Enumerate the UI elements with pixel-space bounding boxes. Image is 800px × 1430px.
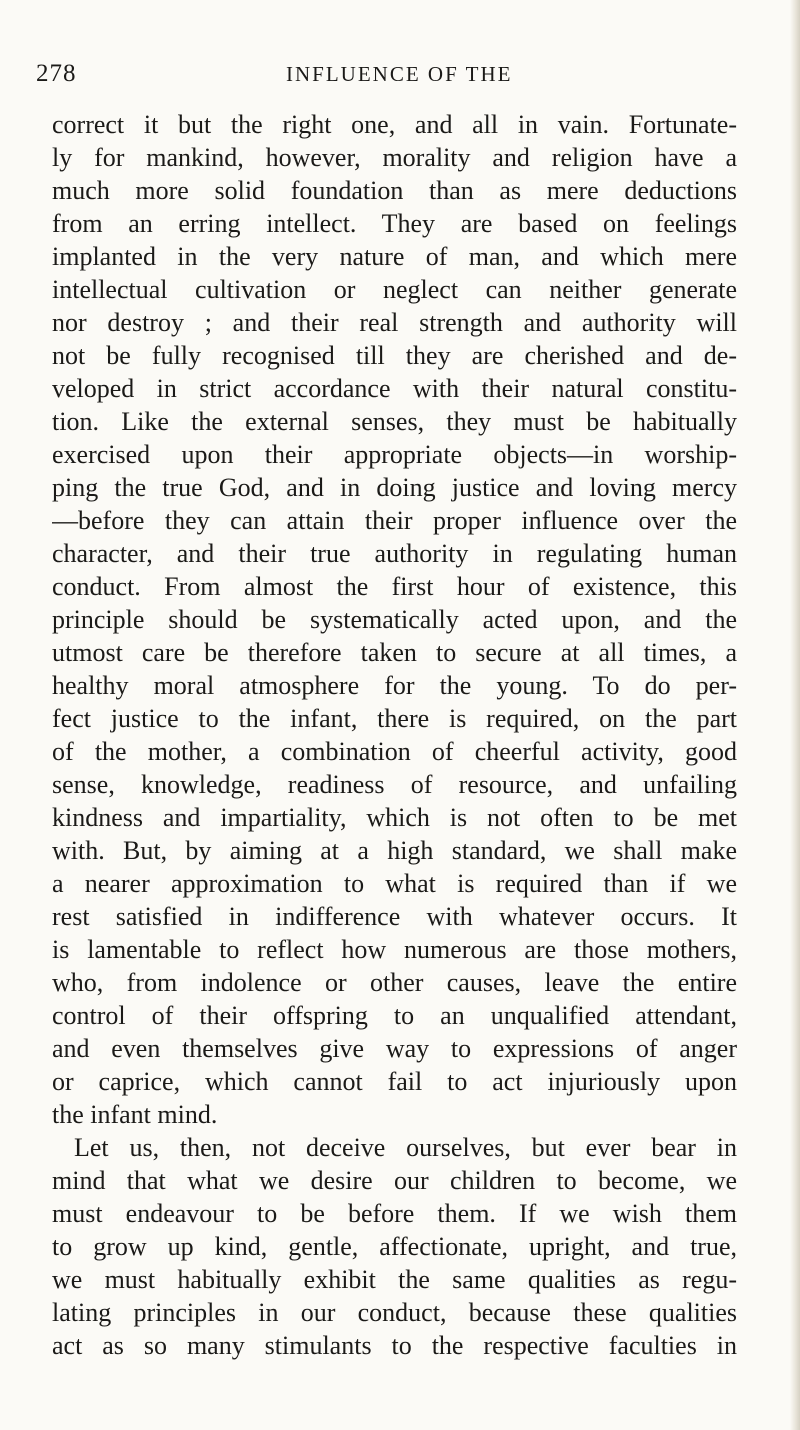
text-line: a nearer approximation to what is required than if we <box>52 869 737 898</box>
text-line: act as so many stimulants to the respective faculties in <box>52 1331 737 1360</box>
text-line: correct it but the right one, and all in vain. Fortunate- <box>52 110 737 139</box>
text-line: character, and their true authority in regulating human <box>52 539 737 568</box>
page-header <box>36 60 736 96</box>
text-line: veloped in strict accordance with their natural constitu- <box>52 374 737 403</box>
text-line: of the mother, a combination of cheerful activity, good <box>52 737 737 766</box>
text-line: we must habitually exhibit the same qualities as regu- <box>52 1265 737 1294</box>
text-line: ping the true God, and in doing justice and loving mercy <box>52 473 737 502</box>
text-line: mind that what we desire our children to become, we <box>52 1166 737 1195</box>
text-line: —before they can attain their proper influence over the <box>52 506 737 535</box>
running-head: INFLUENCE OF THE <box>286 62 513 86</box>
text-line: must endeavour to be before them. If we wish them <box>52 1199 737 1228</box>
paragraph-end-line: the infant mind. <box>52 1100 218 1129</box>
text-line: who, from indolence or other causes, leave the entire <box>52 968 737 997</box>
body-text <box>52 108 737 1362</box>
page-number: 278 <box>36 60 77 87</box>
text-line: kindness and impartiality, which is not often to be met <box>52 803 737 832</box>
text-line: principle should be systematically acted upon, and the <box>52 605 737 634</box>
text-line: and even themselves give way to expressions of anger <box>52 1034 737 1063</box>
text-line: utmost care be therefore taken to secure at all times, a <box>52 638 737 667</box>
text-line: implanted in the very nature of man, and which mere <box>52 242 737 271</box>
text-line: from an erring intellect. They are based on feelings <box>52 209 737 238</box>
text-line: exercised upon their appropriate objects—in worship- <box>52 440 737 469</box>
text-line: rest satisfied in indifference with whatever occurs. It <box>52 902 737 931</box>
text-line: conduct. From almost the first hour of existence, this <box>52 572 737 601</box>
text-line: intellectual cultivation or neglect can neither generate <box>52 275 737 304</box>
text-line: to grow up kind, gentle, affectionate, upright, and true, <box>52 1232 737 1261</box>
text-line: or caprice, which cannot fail to act injuriously upon <box>52 1067 737 1096</box>
text-line: sense, knowledge, readiness of resource, and unfailing <box>52 770 737 799</box>
text-line: tion. Like the external senses, they must be habitually <box>52 407 737 436</box>
text-line: is lamentable to reflect how numerous are those mothers, <box>52 935 737 964</box>
text-line: fect justice to the infant, there is required, on the part <box>52 704 737 733</box>
text-line: much more solid foundation than as mere deductions <box>52 176 737 205</box>
text-line: with. But, by aiming at a high standard, we shall make <box>52 836 737 865</box>
text-line: lating principles in our conduct, because these qualities <box>52 1298 737 1327</box>
text-line: nor destroy ; and their real strength and authority will <box>52 308 737 337</box>
text-line: not be fully recognised till they are cherished and de- <box>52 341 737 370</box>
text-line: ly for mankind, however, morality and religion have a <box>52 143 737 172</box>
page-edge-shadow <box>790 0 800 1430</box>
paragraph-start-line: Let us, then, not deceive ourselves, but ever bear in <box>74 1133 737 1162</box>
text-line: healthy moral atmosphere for the young. To do per- <box>52 671 737 700</box>
text-line: control of their offspring to an unqualified attendant, <box>52 1001 737 1030</box>
